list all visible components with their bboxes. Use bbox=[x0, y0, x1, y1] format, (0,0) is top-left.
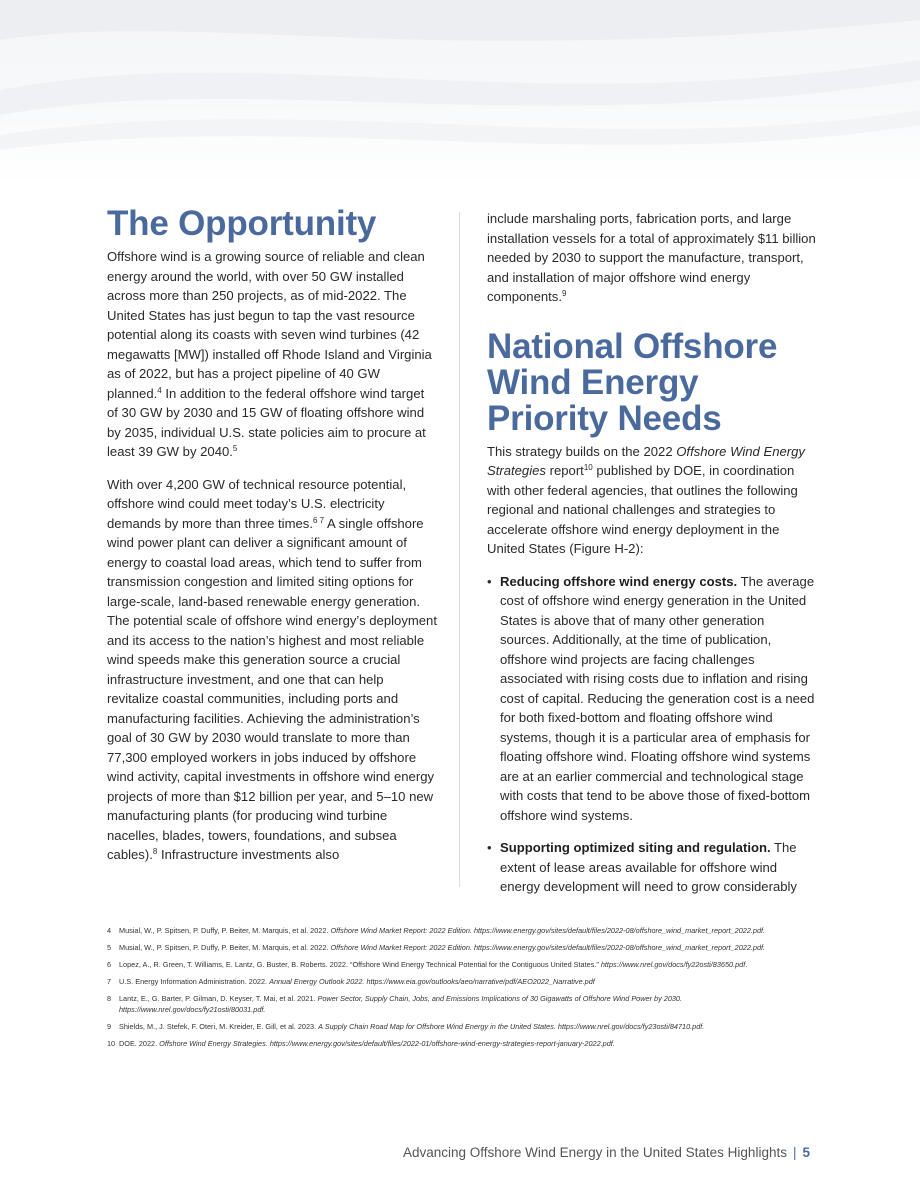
opportunity-paragraph-1: Offshore wind is a growing source of reliable and clean energy around the world, with over 50 GW installed across more than 250 projects, as of mid-2022. The United States has just begun to tap the vast resource potential along its coasts with seven wind turbines (42 megawatts [MW]) installed off Rhode Island and Virginia as of 2022, but has a project pipeline of 40 GW planned.$^4$ In addition to the federal offshore wind target of 30 GW by 2030 and 15 GW of floating offshore wind by 2035, individual U.S. state policies aim to procure at least 39 GW by 2040.$^5$ bbox=[107, 249, 432, 459]
section-heading-opportunity: The Opportunity bbox=[107, 204, 377, 243]
footnote-ref[interactable]: 8 bbox=[152, 847, 158, 856]
list-item: • Supporting optimized siting and regulation. The extent of lease areas available for offshore wind energy development will need to grow considerably bbox=[487, 840, 797, 894]
priority-needs-list bbox=[487, 572, 817, 897]
header-background bbox=[0, 0, 920, 185]
page-footer bbox=[403, 1145, 810, 1160]
list-item: • Reducing offshore wind energy costs. The average cost of offshore wind energy generation in the United States is above that of many other generation sources. Additionally, at the time of publication, offshore wind projects are facing challenges associated with rising costs due to inflation and rising cost of capital. Reducing the generation cost is a need for both fixed-bottom and floating offshore wind systems, though it is a particular area of emphasis for floating offshore wind. Floating offshore wind systems are at an earlier commercial and technological stage with costs that tend to be above those of fixed-bottom offshore wind systems. bbox=[487, 573, 815, 823]
section-heading-priority-needs: National Offshore Wind Energy Priority Needs bbox=[487, 326, 778, 438]
bullet-icon: • bbox=[487, 840, 492, 855]
opportunity-paragraph-2: With over 4,200 GW of technical resource potential, offshore wind could meet today’s U.S. electricity demands by more than three times.$^{6 7}$ A single offshore wind power plant can deliver a significant amount of energy to coastal load areas, which tend to suffer from transmission congestion and limited siting options for large-scale, land-based renewable energy generation. The potential scale of offshore wind energy’s deployment and its access to the nation’s highest and most reliable wind speeds make this generation source a crucial infrastructure investment, and one that can help revitalize coastal communities, including ports and manufacturing facilities. Achieving the administration’s goal of 30 GW by 2030 would translate to more than 77,300 employed workers in jobs induced by offshore wind activity, capital investments in offshore wind energy projects of more than $12 billion per year, and 5–10 new manufacturing plants (for producing wind turbine nacelles, blades, towers, foundations, and subsea cables).$^8$ Infrastructure investments also bbox=[107, 476, 437, 862]
footnote: 6 Lopez, A., R. Green, T. Williams, E. Lantz, G. Buster, B. Roberts. 2022. “Offshore Wind Energy Technical Potential for the Contiguous United States.” https://www.nrel.gov/docs/fy22osti/83650.pdf. bbox=[107, 960, 748, 969]
footnotes bbox=[107, 925, 807, 1055]
footnote: 10 DOE. 2022. Offshore Wind Energy Strategies. https://www.energy.gov/sites/default/files/2022-01/offshore-wind-energy-strategies-report-january-2022.pdf. bbox=[107, 1039, 615, 1048]
page-number: 5 bbox=[802, 1145, 810, 1160]
document-title: Advancing Offshore Wind Energy in the United States Highlights bbox=[403, 1145, 787, 1160]
footnote: 9 Shields, M., J. Stefek, F. Oteri, M. Kreider, E. Gill, et al. 2023. A Supply Chain Road Map for Offshore Wind Energy in the United States. https://www.nrel.gov/docs/fy23osti/84710.pdf. bbox=[107, 1022, 705, 1031]
bullet-icon: • bbox=[487, 573, 492, 589]
column-divider bbox=[459, 212, 460, 887]
priority-needs-intro: This strategy builds on the 2022 Offshore Wind Energy Strategies report$^{10}$ published by DOE, in coordination with other federal agencies, that outlines the following regional and national challenges and strategies to accelerate offshore wind energy deployment in the United States (Figure H-2): bbox=[487, 443, 805, 556]
header-swoosh-graphic bbox=[0, 0, 920, 185]
footnote-ref[interactable]: 4 bbox=[157, 385, 162, 395]
left-column bbox=[107, 206, 437, 878]
footnote-ref[interactable]: 10 bbox=[583, 463, 593, 472]
footnote-ref[interactable]: 5 bbox=[232, 444, 238, 453]
footnote-ref[interactable]: 9 bbox=[561, 289, 567, 298]
continued-paragraph: include marshaling ports, fabrication ports, and large installation vessels for a total of approximately $11 billion needed by 2030 to support the manufacture, transport, and installation of major offshore wind energy components.$^9$ bbox=[487, 211, 816, 304]
footer-separator: | bbox=[792, 1145, 797, 1160]
footnote: 7 U.S. Energy Information Administration. 2022. Annual Energy Outlook 2022. https://www.eia.gov/outlooks/aeo/narrative/pdf/AEO2022_Narrative.pdf bbox=[107, 977, 595, 986]
footnote: 4 Musial, W., P. Spitsen, P. Duffy, P. Beiter, M. Marquis, et al. 2022. Offshore Wind Market Report: 2022 Edition. https://www.energy.gov/sites/default/files/2022-08/offshore_wind_market_report_2022.pdf. bbox=[107, 926, 766, 935]
right-column bbox=[487, 206, 817, 910]
footnote: 5 Musial, W., P. Spitsen, P. Duffy, P. Beiter, M. Marquis, et al. 2022. Offshore Wind Market Report: 2022 Edition. https://www.energy.gov/sites/default/files/2022-08/offshore_wind_market_report_2022.pdf. bbox=[107, 943, 766, 952]
footnote-ref[interactable]: 6 7 bbox=[312, 515, 325, 525]
footnote: 8 Lantz, E., G. Barter, P. Gilman, D. Keyser, T. Mai, et al. 2021. Power Sector, Supply Chain, Jobs, and Emissions Implications of 30 Gigawatts of Offshore Wind Power by 2030. https://www.nrel.gov/docs/fy21osti/80031.pdf. bbox=[107, 994, 683, 1014]
